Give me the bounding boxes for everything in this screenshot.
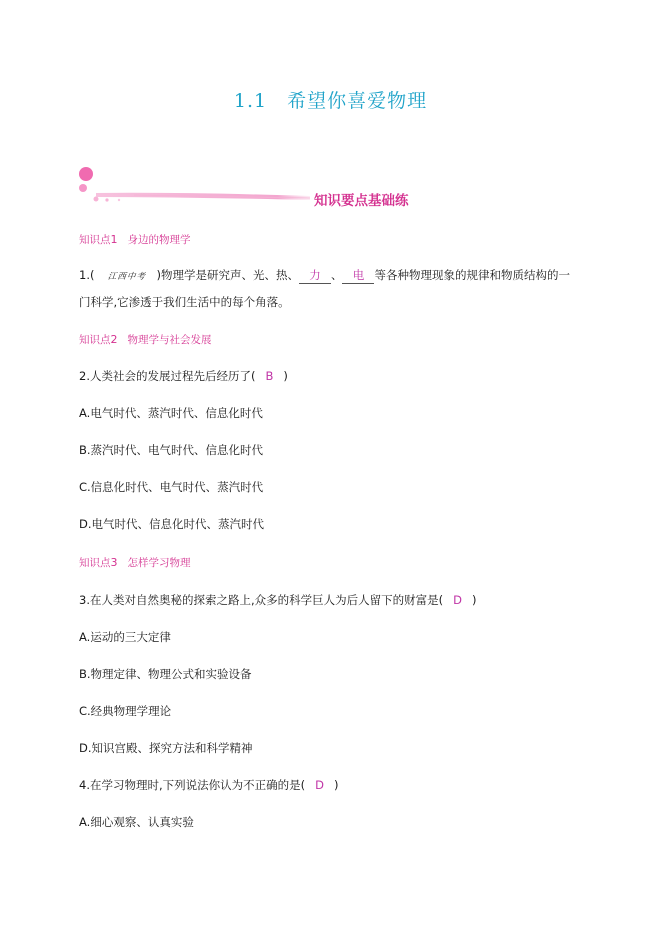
q3-answer: D	[453, 593, 462, 607]
question-4-stem	[79, 777, 338, 793]
section-prefix: 知识点	[79, 234, 111, 246]
section-prefix: 知识点	[79, 334, 111, 346]
source-stamp: 江西中考	[107, 272, 147, 282]
section-prefix: 知识点	[79, 557, 111, 569]
question-1-line-1	[79, 267, 570, 284]
q1-rest: 等各种物理现象的规律和物质结构的一	[374, 268, 570, 282]
banner-label: 知识要点基础练	[314, 193, 409, 209]
q3-option-c: C.经典物理学理论	[79, 704, 172, 718]
section-number: 2	[110, 333, 118, 346]
q4-stem-text: 4.在学习物理时,下列说法你认为不正确的是(	[79, 778, 306, 792]
q3-option-b: B.物理定律、物理公式和实验设备	[79, 667, 252, 681]
title-number: 1.1	[233, 90, 268, 112]
q4-option-a: A.细心观察、认真实验	[79, 815, 194, 829]
section-number: 3	[110, 556, 118, 569]
q4-end: )	[333, 778, 339, 792]
q2-option-c: C.信息化时代、电气时代、蒸汽时代	[79, 480, 264, 494]
q2-end: )	[283, 369, 288, 383]
section-title: 物理学与社会发展	[127, 334, 212, 346]
q2-stem-text: 2.人类社会的发展过程先后经历了(	[79, 369, 256, 383]
q2-answer: B	[265, 369, 274, 383]
section-heading-2	[79, 332, 212, 347]
question-2-stem	[79, 368, 288, 384]
section-heading-1	[79, 232, 191, 247]
q1-stem: )物理学是研究声、光、热、	[156, 268, 299, 282]
question-1-line-2: 门科学,它渗透于我们生活中的每个角落。	[79, 295, 290, 309]
q2-option-d: D.电气时代、信息化时代、蒸汽时代	[79, 517, 265, 531]
q2-option-a: A.电气时代、蒸汽时代、信息化时代	[79, 406, 263, 420]
section-title: 怎样学习物理	[127, 557, 191, 569]
q1-blank-1: 力	[299, 267, 331, 284]
q3-option-d: D.知识宫殿、探究方法和科学精神	[79, 741, 253, 755]
section-title: 身边的物理学	[127, 234, 191, 246]
page-title	[0, 86, 661, 113]
q3-option-a: A.运动的三大定律	[79, 630, 171, 644]
q1-open: 1.(	[79, 268, 95, 282]
q3-end: )	[471, 593, 477, 607]
section-banner	[74, 162, 434, 212]
q1-blank-2: 电	[342, 267, 374, 284]
section-number: 1	[110, 233, 118, 246]
q1-separator: 、	[330, 268, 343, 282]
question-3-stem	[79, 592, 476, 608]
title-text: 希望你喜爱物理	[287, 90, 428, 112]
q2-option-b: B.蒸汽时代、电气时代、信息化时代	[79, 443, 264, 457]
q4-answer: D	[315, 778, 324, 792]
q3-stem-text: 3.在人类对自然奥秘的探索之路上,众多的科学巨人为后人留下的财富是(	[79, 593, 444, 607]
section-heading-3	[79, 555, 191, 570]
